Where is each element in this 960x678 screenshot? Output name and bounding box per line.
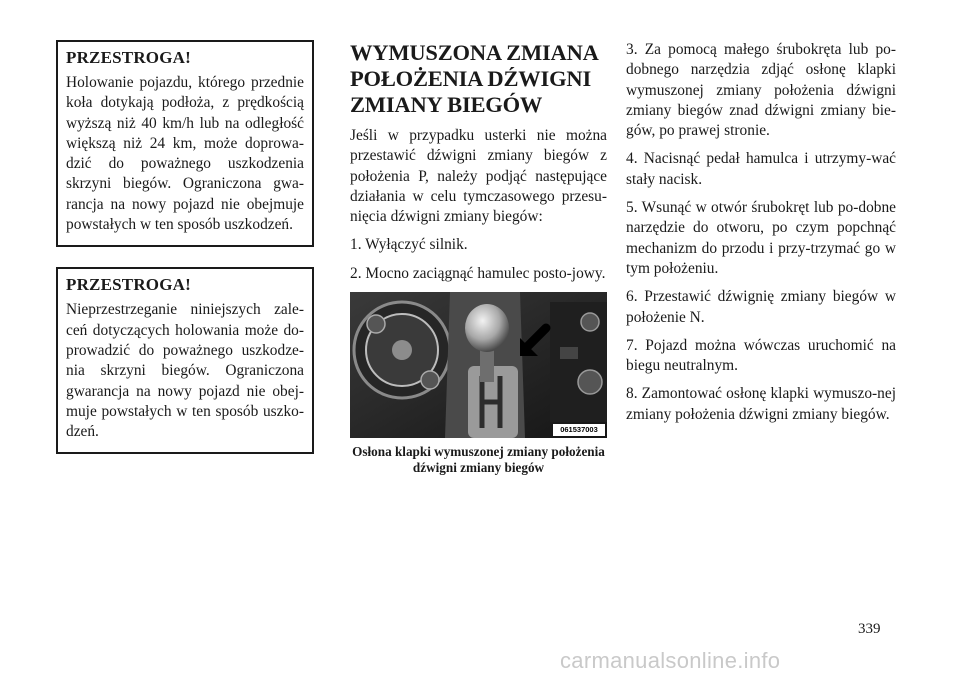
page-number: 339 — [858, 621, 881, 637]
watermark: carmanualsonline.info — [560, 648, 781, 673]
step-1: 1. Wyłączyć silnik. — [350, 236, 468, 254]
caution-title: PRZESTROGA! — [66, 275, 191, 295]
step-5: 5. Wsunąć w otwór śrubokręt lub po-dobne narzędzie do otworu, po czym popchnąć mechanizm do przodu i przy-trzymać go w tym położeniu. — [626, 199, 896, 277]
figure-caption: Osłona klapki wymuszonej zmiany położenia dźwigni zmiany biegów — [352, 444, 605, 476]
right-column — [626, 40, 896, 433]
step-4: 4. Nacisnąć pedał hamulca i utrzymy-wać stały nacisk. — [626, 150, 896, 188]
step-6: 6. Przestawić dźwignię zmiany biegów w położenie N. — [626, 288, 896, 326]
caution-box-towing-speed — [56, 40, 314, 247]
caution-box-towing-guidelines — [56, 267, 314, 454]
step-8: 8. Zamontować osłonę klapki wymuszo-nej zmiany położenia dźwigni zmiany biegów. — [626, 385, 896, 423]
section-heading: WYMUSZONA ZMIANA POŁOŻENIA DŹWIGNI ZMIANY BIEGÓW — [350, 40, 598, 117]
left-column — [56, 40, 314, 454]
middle-column — [350, 40, 607, 476]
step-3: 3. Za pomocą małego śrubokręta lub po-dobnego narzędzia zdjąć osłonę klapki wymuszonej zmiany położenia dźwigni zmiany biegów znad dźwigni zmiany bie-gów, po prawej stronie. — [626, 41, 896, 140]
step-2: 2. Mocno zaciągnąć hamulec posto-jowy. — [350, 264, 606, 282]
caution-title: PRZESTROGA! — [66, 48, 191, 67]
step-7: 7. Pojazd można wówczas uruchomić na biegu neutralnym. — [626, 336, 896, 375]
image-code-label: 061537003 — [560, 425, 598, 435]
shifter-override-photo — [350, 292, 607, 438]
caution-text: Nieprzestrzeganie niniejszych zale-ceń dotyczących holowania może do-prowadzić do poważnego uszkodze-nia skrzyni biegów. Ograniczona gwarancja na nowy pojazd nie obej-muje powstałych w ten sposób uszko-dzeń. — [66, 301, 304, 441]
intro-paragraph: Jeśli w przypadku usterki nie można przestawić dźwigni zmiany biegów z położenia P, należy podjąć następujące działania w celu tymczasowego przesu-nięcia dźwigni zmiany biegów: — [350, 127, 607, 226]
caution-text: Holowanie pojazdu, którego przednie koła dotykają podłoża, z prędkością wyższą niż 40 km/h lub na odległość większą niż 24 km, może doprowa-dzić do poważnego uszkodzenia skrzyni biegów. Ograniczona gwa-rancja na nowy pojazd nie obejmuje powstałych w ten sposób uszkodzeń. — [66, 74, 304, 234]
